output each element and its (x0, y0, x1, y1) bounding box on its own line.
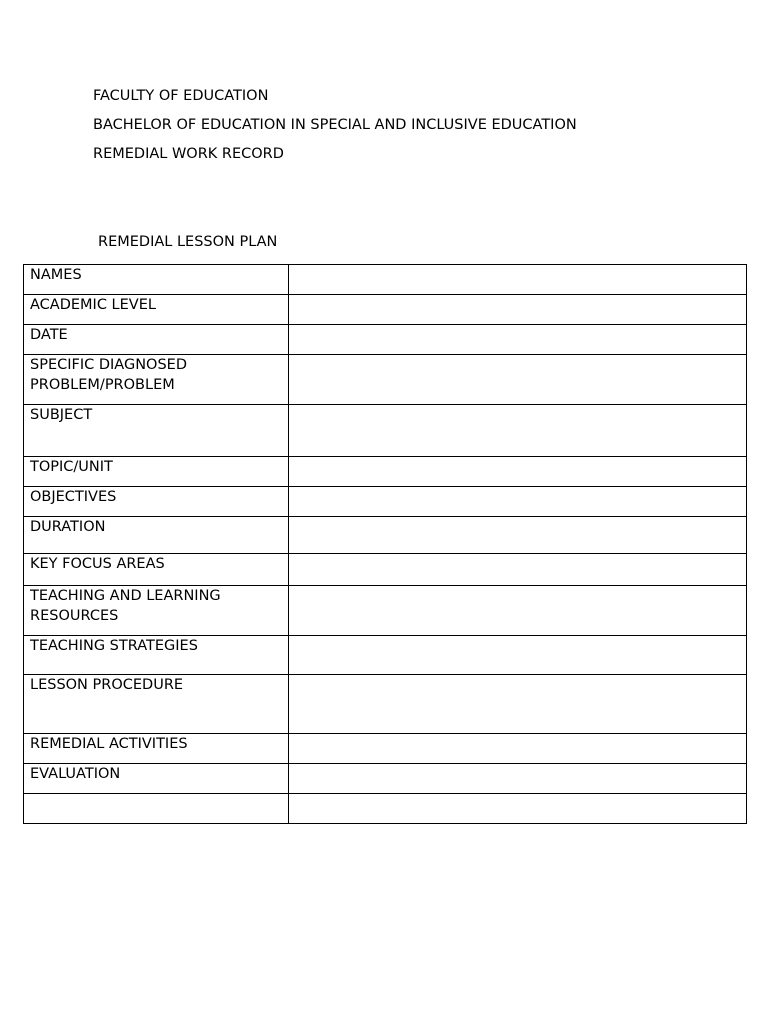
row-label-cell (24, 457, 289, 487)
table-row (24, 675, 747, 734)
table-row (24, 355, 747, 405)
row-value-cell[interactable] (289, 764, 747, 794)
row-value-cell[interactable] (289, 457, 747, 487)
row-label-cell (24, 325, 289, 355)
row-label: DURATION (30, 519, 106, 535)
row-value-cell[interactable] (289, 405, 747, 457)
row-label-cell (24, 517, 289, 554)
table-row (24, 586, 747, 636)
row-value-cell[interactable] (289, 265, 747, 295)
row-label-cell (24, 764, 289, 794)
row-label: LESSON PROCEDURE (30, 677, 184, 693)
row-value-cell[interactable] (289, 586, 747, 636)
table-row (24, 517, 747, 554)
row-label-cell (24, 265, 289, 295)
row-value-cell[interactable] (289, 636, 747, 675)
faculty-heading: FACULTY OF EDUCATION (93, 88, 269, 104)
record-heading: REMEDIAL WORK RECORD (93, 146, 284, 162)
row-value-cell[interactable] (289, 355, 747, 405)
table-row (24, 794, 747, 824)
table-row (24, 636, 747, 675)
row-value-cell[interactable] (289, 295, 747, 325)
row-value-cell[interactable] (289, 794, 747, 824)
table-row (24, 764, 747, 794)
row-label: TEACHING STRATEGIES (30, 638, 198, 654)
row-label: REMEDIAL ACTIVITIES (30, 736, 188, 752)
table-row (24, 734, 747, 764)
row-value-cell[interactable] (289, 734, 747, 764)
row-label-cell (24, 355, 289, 405)
row-label-cell (24, 734, 289, 764)
row-label-cell (24, 554, 289, 586)
row-label-cell (24, 586, 289, 636)
row-label-cell (24, 405, 289, 457)
row-label: TOPIC/UNIT (30, 459, 113, 475)
row-label: SPECIFIC DIAGNOSED PROBLEM/PROBLEM (30, 357, 187, 393)
program-heading: BACHELOR OF EDUCATION IN SPECIAL AND INCLUSIVE EDUCATION (93, 117, 577, 133)
table-row (24, 325, 747, 355)
row-value-cell[interactable] (289, 554, 747, 586)
table-row (24, 457, 747, 487)
table-row (24, 487, 747, 517)
table-row (24, 554, 747, 586)
row-label-cell (24, 675, 289, 734)
table-row (24, 405, 747, 457)
row-value-cell[interactable] (289, 675, 747, 734)
row-label-cell (24, 487, 289, 517)
row-label-cell (24, 636, 289, 675)
row-value-cell[interactable] (289, 325, 747, 355)
row-label: EVALUATION (30, 766, 121, 782)
row-label-cell (24, 295, 289, 325)
table-row (24, 265, 747, 295)
row-value-cell[interactable] (289, 487, 747, 517)
row-value-cell[interactable] (289, 517, 747, 554)
row-label-cell[interactable] (24, 794, 289, 824)
row-label: NAMES (30, 267, 82, 283)
lesson-plan-title: REMEDIAL LESSON PLAN (98, 234, 278, 250)
row-label: SUBJECT (30, 407, 93, 423)
lesson-plan-table (23, 264, 747, 824)
row-label: DATE (30, 327, 68, 343)
row-label: KEY FOCUS AREAS (30, 556, 165, 572)
row-label: ACADEMIC LEVEL (30, 297, 156, 313)
row-label: OBJECTIVES (30, 489, 117, 505)
row-label: TEACHING AND LEARNING RESOURCES (30, 588, 221, 624)
table-row (24, 295, 747, 325)
